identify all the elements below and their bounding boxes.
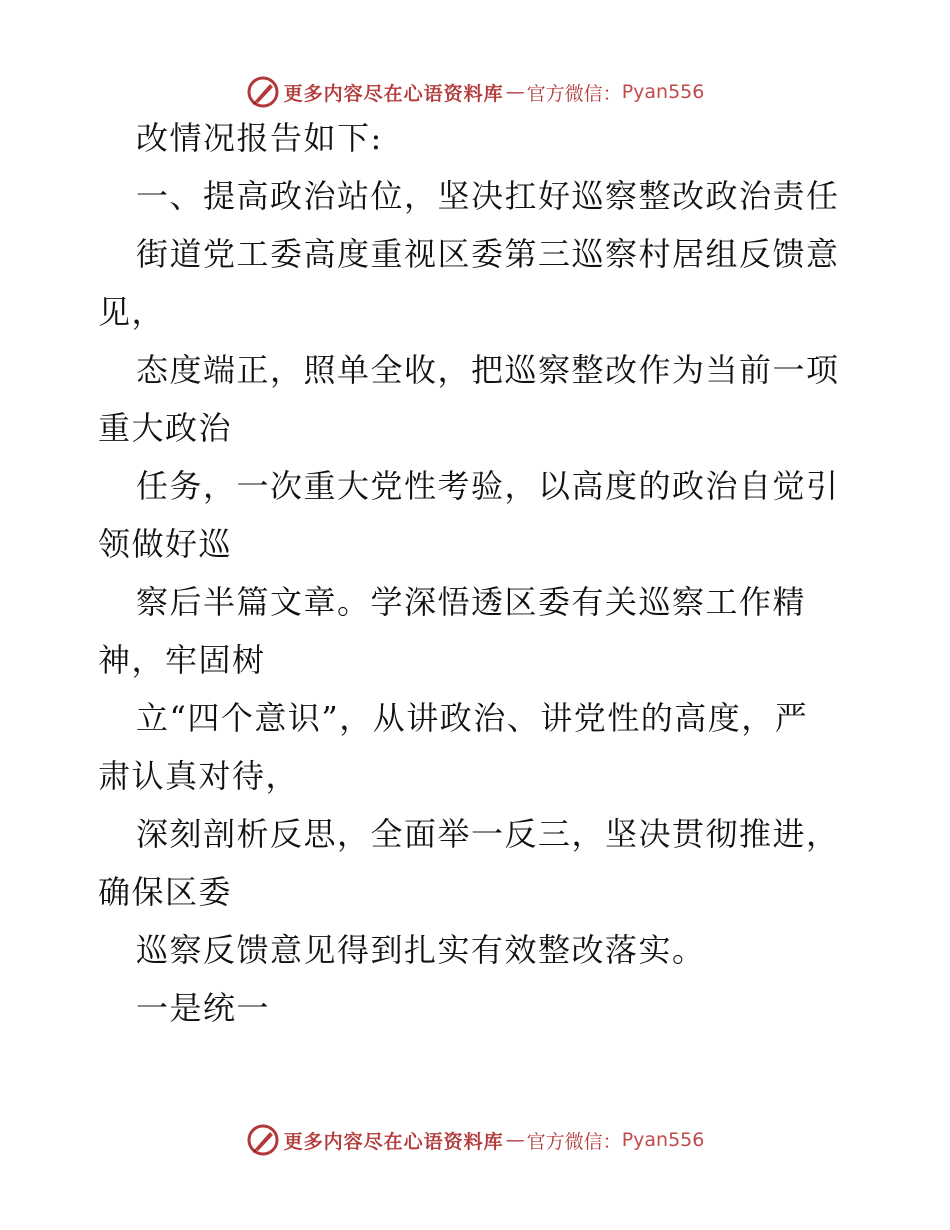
text-line: 确保区委	[98, 873, 233, 911]
text-line: 神，牢固树	[98, 641, 266, 679]
watermark-header	[0, 72, 950, 112]
text-line: 态度端正，照单全收，把巡察整改作为当前一项	[136, 351, 840, 389]
text-line: 重大政治	[98, 409, 233, 447]
text-line: 见，	[98, 293, 166, 331]
text-line: 一是统一	[136, 989, 271, 1027]
text-line: 改情况报告如下:	[136, 119, 383, 157]
text-line: 巡察反馈意见得到扎实有效整改落实。	[136, 931, 706, 969]
text-line: 肃认真对待，	[98, 757, 300, 795]
watermark-brand: 更多内容尽在心语资料库	[283, 82, 504, 105]
watermark-separator: —	[505, 1129, 525, 1151]
text-line: 任务，一次重大党性考验，以高度的政治自觉引	[136, 467, 840, 505]
watermark-brand: 更多内容尽在心语资料库	[283, 1130, 504, 1153]
watermark-wechat-account: Pyan556	[621, 81, 705, 103]
watermark-wechat-label: 官方微信：	[526, 82, 622, 105]
pen-logo-icon	[246, 1123, 280, 1157]
watermark-wechat-label: 官方微信：	[526, 1130, 622, 1153]
text-line: 立“四个意识”，从讲政治、讲党性的高度，严	[136, 699, 809, 737]
document-body	[98, 118, 858, 1046]
text-line: 察后半篇文章。学深悟透区委有关巡察工作精	[136, 583, 807, 621]
watermark-wechat-account: Pyan556	[621, 1129, 705, 1151]
text-line: 领做好巡	[98, 525, 233, 563]
section-heading: 一、提高政治站位，坚决扛好巡察整改政治责任	[136, 177, 840, 215]
watermark-separator: —	[505, 81, 525, 103]
pen-logo-icon	[246, 75, 280, 109]
watermark-footer	[0, 1120, 950, 1160]
text-line: 深刻剖析反思，全面举一反三，坚决贯彻推进，	[136, 815, 840, 853]
text-line: 街道党工委高度重视区委第三巡察村居组反馈意	[136, 235, 840, 273]
